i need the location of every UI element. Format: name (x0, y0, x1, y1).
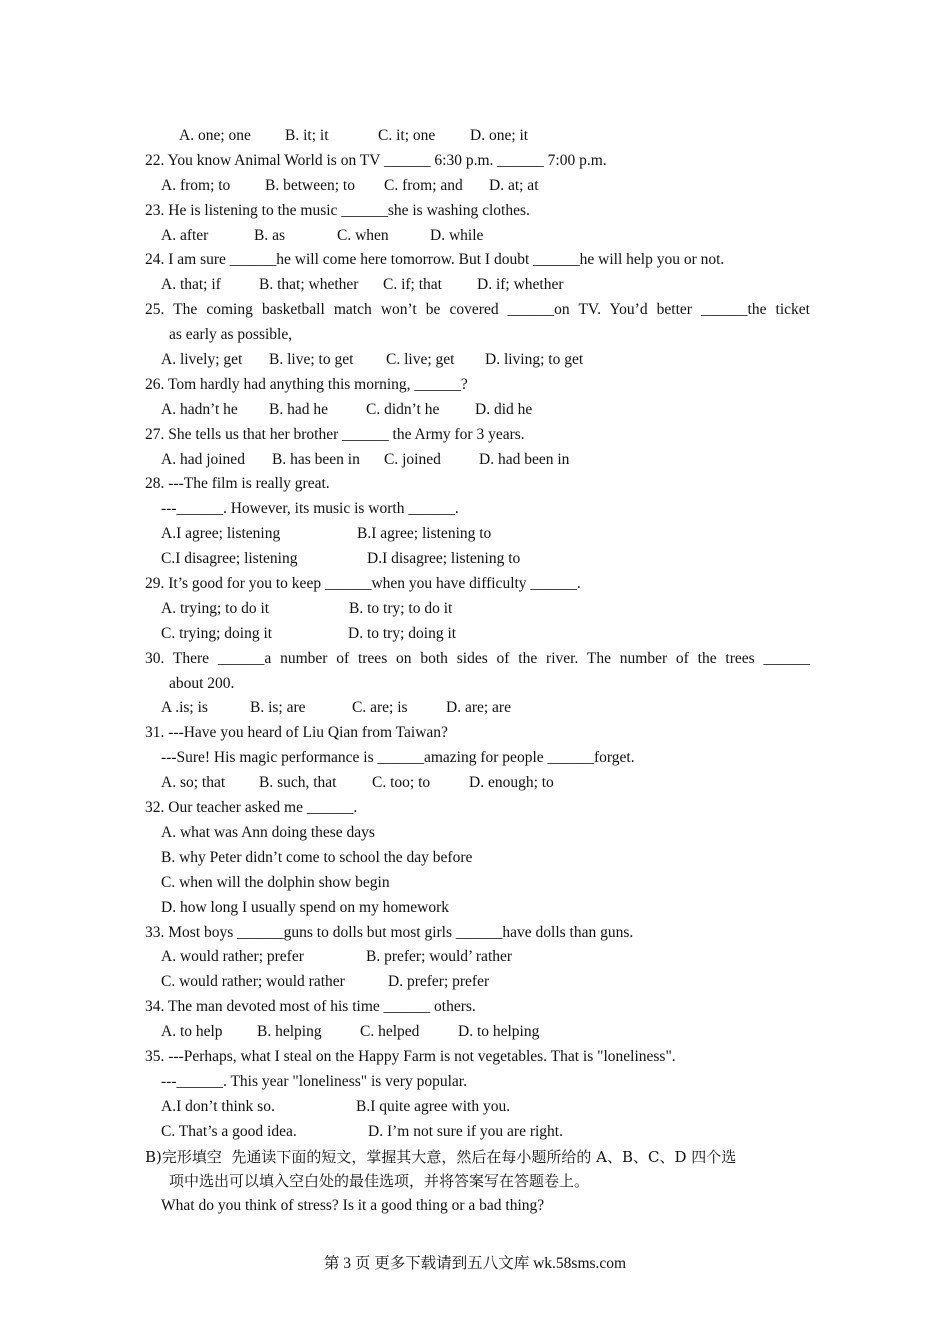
question-28-stem: 28. ---The film is really great. (145, 475, 330, 493)
option: C. didn’t he (366, 400, 440, 418)
option: B. such, that (259, 774, 337, 792)
passage-first-line: What do you think of stress? Is it a good thing or a bad thing? (161, 1197, 545, 1215)
option: C. when (337, 226, 389, 244)
question-25-stem: 25. The coming basketball match won’t be covered ______on TV. You’d better ______the ticket (145, 301, 810, 319)
question-24-options (145, 273, 810, 298)
option: C. helped (360, 1023, 420, 1041)
option: D. one; it (470, 127, 529, 144)
option: C. trying; doing it (161, 624, 273, 642)
option: D. to try; doing it (348, 624, 457, 642)
option: D. I’m not sure if you are right. (368, 1122, 563, 1140)
question-30-stem: 30. There ______a number of trees on both sides of the river. The number of the trees ______ (145, 649, 810, 667)
question-35-stem: 35. ---Perhaps, what I steal on the Happy Farm is not vegetables. That is "loneliness". (145, 1047, 676, 1065)
question-33-options-row1 (145, 945, 810, 970)
option: D. are; are (446, 699, 511, 717)
question-32-option-d: D. how long I usually spend on my homework (161, 898, 450, 916)
question-31-stem: 31. ---Have you heard of Liu Qian from Taiwan? (145, 724, 448, 742)
page-footer: 第 3 页 更多下载请到五八文库 wk.58sms.com (323, 1255, 627, 1272)
option: B. live; to get (269, 351, 354, 369)
option: D. living; to get (485, 351, 584, 369)
option: A. that; if (161, 276, 221, 294)
option: B. it; it (285, 127, 329, 144)
option: D. at; at (489, 176, 539, 194)
option: A. had joined (161, 450, 245, 468)
question-22-options (145, 174, 810, 199)
option: A.I agree; listening (161, 525, 281, 543)
option: B.I agree; listening to (357, 525, 492, 543)
option: A .is; is (161, 699, 208, 717)
option: C. would rather; would rather (161, 973, 345, 991)
option: D. while (430, 226, 484, 244)
question-29-stem: 29. It’s good for you to keep ______when you have difficulty ______. (145, 575, 581, 593)
option: B. to try; to do it (349, 599, 453, 617)
option: A. after (161, 226, 209, 244)
option: A. from; to (161, 176, 231, 194)
option: B. had he (269, 400, 328, 418)
option: B. between; to (265, 176, 355, 194)
question-27-options (145, 448, 810, 473)
section-b-instruction-line2: 项中选出可以填入空白处的最佳选项，并将答案写在答题卷上。 (169, 1172, 590, 1191)
option: D. prefer; prefer (388, 973, 490, 991)
option: D. enough; to (469, 774, 554, 792)
question-34-stem: 34. The man devoted most of his time ______ others. (145, 998, 476, 1016)
option: B. as (254, 226, 285, 244)
question-31-options (145, 771, 810, 796)
option: D.I disagree; listening to (367, 550, 521, 568)
question-32-option-a: A. what was Ann doing these days (161, 823, 375, 841)
option: A.I don’t think so. (161, 1097, 275, 1115)
question-30-options (145, 696, 810, 721)
q21-options (145, 124, 810, 149)
option: A. trying; to do it (161, 599, 270, 617)
question-28-options-row1 (145, 522, 810, 547)
option: D. had been in (479, 450, 570, 468)
option: D. to helping (458, 1023, 540, 1041)
question-26-stem: 26. Tom hardly had anything this morning, ______? (145, 375, 468, 393)
question-23-options (145, 224, 810, 249)
option: C.I disagree; listening (161, 550, 298, 568)
question-28-stem2: ---______. However, its music is worth ______. (161, 500, 459, 518)
question-34-options (145, 1020, 810, 1045)
option: C. joined (384, 450, 441, 468)
question-33-options-row2 (145, 970, 810, 995)
option: D. did he (475, 400, 533, 418)
option: A. to help (161, 1023, 223, 1041)
option: B. that; whether (259, 276, 359, 294)
option: C. from; and (384, 176, 463, 194)
question-23-stem: 23. He is listening to the music ______she is washing clothes. (145, 201, 530, 219)
question-29-options-row2 (145, 622, 810, 647)
question-28-options-row2 (145, 547, 810, 572)
option: C. are; is (352, 699, 408, 717)
option: C. it; one (378, 127, 436, 144)
option: B. helping (257, 1023, 322, 1041)
option: B.I quite agree with you. (356, 1097, 511, 1115)
option: A. one; one (179, 127, 251, 144)
section-b-instruction-line1: B)完形填空 先通读下面的短文，掌握其大意，然后在每小题所给的 A、B、C、D 四个选 (145, 1147, 737, 1166)
option: B. is; are (250, 699, 306, 717)
option: C. if; that (383, 276, 442, 294)
option: A. so; that (161, 774, 226, 792)
option: C. too; to (372, 774, 431, 792)
question-30-stem-cont: about 200. (169, 674, 235, 692)
option: A. lively; get (161, 351, 243, 369)
question-31-stem2: ---Sure! His magic performance is ______amazing for people ______forget. (161, 749, 635, 767)
option: C. live; get (386, 351, 455, 369)
question-24-stem: 24. I am sure ______he will come here tomorrow. But I doubt ______he will help you or not. (145, 251, 725, 269)
question-35-options-row1 (145, 1095, 810, 1120)
question-22-stem: 22. You know Animal World is on TV ______ 6:30 p.m. ______ 7:00 p.m. (145, 151, 607, 169)
question-25-stem-cont: as early as possible, (169, 326, 293, 344)
question-33-stem: 33. Most boys ______guns to dolls but most girls ______have dolls than guns. (145, 923, 634, 941)
question-32-option-b: B. why Peter didn’t come to school the day before (161, 848, 473, 866)
question-32-option-c: C. when will the dolphin show begin (161, 873, 390, 891)
option: B. prefer; would’ rather (366, 948, 513, 966)
question-35-options-row2 (145, 1120, 810, 1145)
option: D. if; whether (477, 276, 564, 294)
question-list (145, 124, 810, 1219)
question-35-stem2: ---______. This year "loneliness" is very popular. (161, 1072, 467, 1090)
question-27-stem: 27. She tells us that her brother ______ the Army for 3 years. (145, 425, 525, 443)
option: A. hadn’t he (161, 400, 238, 418)
option: A. would rather; prefer (161, 948, 304, 966)
question-32-stem: 32. Our teacher asked me ______. (145, 799, 358, 817)
option: C. That’s a good idea. (161, 1122, 297, 1140)
question-26-options (145, 398, 810, 423)
question-29-options-row1 (145, 597, 810, 622)
option: B. has been in (272, 450, 360, 468)
question-25-options (145, 348, 810, 373)
